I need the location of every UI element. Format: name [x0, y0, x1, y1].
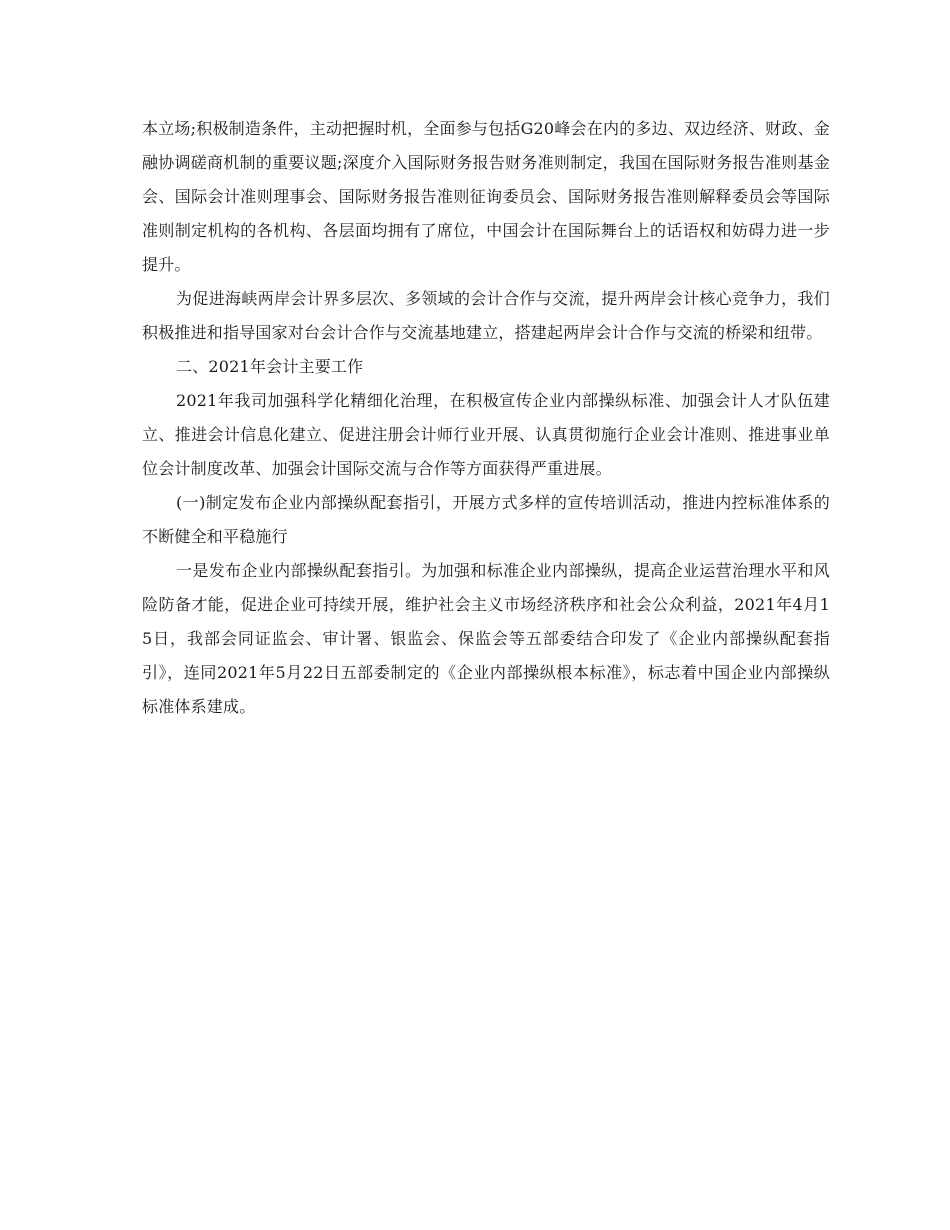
- document-body: [142, 112, 830, 724]
- paragraph-continued-intro: 本立场;积极制造条件，主动把握时机，全面参与包括G20峰会在内的多边、双边经济、财政、金融协调磋商机制的重要议题;深度介入国际财务报告财务准则制定，我国在国际财务报告准则基金会、国际会计准则理事会、国际财务报告准则征询委员会、国际财务报告准则解释委员会等国际准则制定机构的各机构、各层面均拥有了席位，中国会计在国际舞台上的话语权和妨碍力进一步提升。: [142, 119, 830, 274]
- paragraph-cross-strait-cooperation: 为促进海峡两岸会计界多层次、多领域的会计合作与交流，提升两岸会计核心竞争力，我们积极推进和指导国家对台会计合作与交流基地建立，搭建起两岸会计合作与交流的桥梁和纽带。: [142, 289, 830, 342]
- paragraph-internal-control-guidelines: 一是发布企业内部操纵配套指引。为加强和标准企业内部操纵，提高企业运营治理水平和风险防备才能，促进企业可持续开展，维护社会主义市场经济秩序和社会公众利益，2021年4月15日，我部会同证监会、审计署、银监会、保监会等五部委结合印发了《企业内部操纵配套指引》，连同2021年5月22日五部委制定的《企业内部操纵根本标准》，标志着中国企业内部操纵标准体系建成。: [142, 561, 830, 716]
- paragraph-2021-overview: 2021年我司加强科学化精细化治理，在积极宣传企业内部操纵标准、加强会计人才队伍建立、推进会计信息化建立、促进注册会计师行业开展、认真贯彻施行企业会计准则、推进事业单位会计制度改革、加强会计国际交流与合作等方面获得严重进展。: [142, 391, 830, 478]
- subsection-heading-internal-control: (一)制定发布企业内部操纵配套指引，开展方式多样的宣传培训活动，推进内控标准体系的不断健全和平稳施行: [142, 493, 830, 546]
- section-heading-2021-work: 二、2021年会计主要工作: [176, 357, 364, 376]
